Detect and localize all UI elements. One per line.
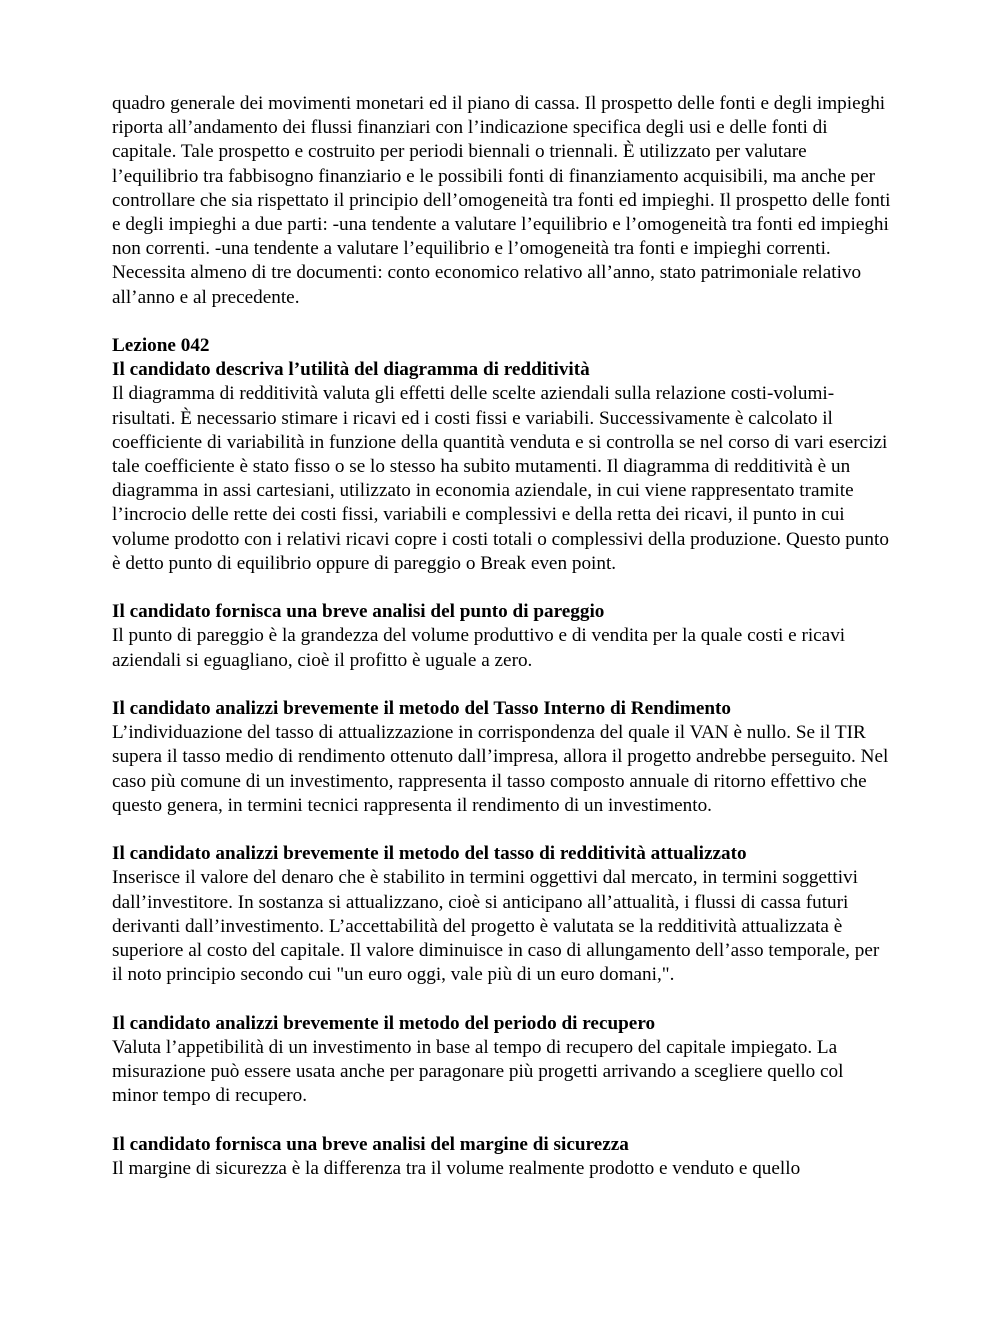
- section-question: Il candidato fornisca una breve analisi del margine di sicurezza: [112, 1133, 629, 1155]
- qa-section: [112, 697, 892, 818]
- section-answer: Valuta l’appetibilità di un investimento in base al tempo di recupero del capitale impiegato. La misurazione può essere usata anche per paragonare più progetti arrivando a scegliere quello col minor tempo di recupero.: [112, 1036, 844, 1107]
- paragraph-spacer: [112, 310, 892, 334]
- section-answer: Il diagramma di redditività valuta gli effetti delle scelte aziendali sulla relazione costi-volumi-risultati. È necessario stimare i ricavi ed i costi fissi e variabili. Successivamente è calcolato il coefficiente di variabilità in funzione della quantità venduta e si controlla se nel corso di vari esercizi tale coefficiente è stato fisso o se lo stesso ha subito mutamenti. Il diagramma di redditività è un diagramma in assi cartesiani, utilizzato in economia aziendale, in cui viene rappresentato tramite l’incrocio delle rette dei costi fissi, variabili e complessivi e della retta dei ricavi, il punto in cui volume prodotto con i relativi ricavi copre i costi totali o complessivi della produzione. Questo punto è detto punto di equilibrio oppure di pareggio o Break even point.: [112, 383, 889, 574]
- section-question: Il candidato fornisca una breve analisi del punto di pareggio: [112, 601, 605, 623]
- section-answer: Il margine di sicurezza è la differenza tra il volume realmente prodotto e venduto e quello: [112, 1157, 801, 1179]
- qa-section: [112, 600, 892, 673]
- paragraph-spacer: [112, 1108, 892, 1132]
- paragraph-spacer: [112, 818, 892, 842]
- qa-section: [112, 1133, 892, 1181]
- section-question: Il candidato analizzi brevemente il metodo del Tasso Interno di Rendimento: [112, 698, 731, 720]
- paragraph-spacer: [112, 576, 892, 600]
- qa-section: [112, 1012, 892, 1109]
- paragraph-spacer: [112, 673, 892, 697]
- section-question: Il candidato analizzi brevemente il metodo del periodo di recupero: [112, 1012, 656, 1034]
- qa-section: [112, 842, 892, 987]
- section-question: Il candidato analizzi brevemente il metodo del tasso di redditività attualizzato: [112, 843, 747, 865]
- qa-section: [112, 358, 892, 576]
- section-question: Il candidato descriva l’utilità del diagramma di redditività: [112, 359, 590, 381]
- section-answer: Inserisce il valore del denaro che è stabilito in termini oggettivi dal mercato, in termini soggettivi dall’investitore. In sostanza si attualizzano, cioè si anticipano all’attualità, i flussi di cassa futuri derivanti dall’investimento. L’accettabilità del progetto è valutata se la redditività attualizzata è superiore al costo del capitale. Il valore diminuisce in caso di allungamento dell’asso temporale, per il noto principio secondo cui "un euro oggi, vale più di un euro domani,".: [112, 867, 880, 986]
- paragraph-spacer: [112, 987, 892, 1011]
- section-answer: Il punto di pareggio è la grandezza del volume produttivo e di vendita per la quale costi e ricavi aziendali si eguagliano, cioè il profitto è uguale a zero.: [112, 625, 846, 671]
- lesson-title: Lezione 042: [112, 335, 210, 357]
- document-page: [112, 92, 892, 1181]
- section-answer: L’individuazione del tasso di attualizzazione in corrispondenza del quale il VAN è nullo. Se il TIR supera il tasso medio di rendimento ottenuto dall’impresa, allora il progetto andrebbe perseguito. Nel caso più comune di un investimento, rappresenta il tasso composto annuale di ritorno effettivo che questo genera, in termini tecnici rappresenta il rendimento di un investimento.: [112, 722, 889, 816]
- intro-paragraph: quadro generale dei movimenti monetari ed il piano di cassa. Il prospetto delle fonti e degli impieghi riporta all’andamento dei flussi finanziari con l’indicazione specifica degli usi e delle fonti di capitale. Tale prospetto e costruito per periodi biennali o triennali. È utilizzato per valutare l’equilibrio tra fabbisogno finanziario e le possibili fonti di finanziamento acquisibili, ma anche per controllare che sia rispettato il principio dell’omogeneità tra fonti ed impieghi. Il prospetto delle fonti e degli impieghi a due parti: -una tendente a valutare l’equilibrio e l’omogeneità tra fonti ed impieghi non correnti. -una tendente a valutare l’equilibrio e l’omogeneità tra fonti e impieghi correnti. Necessita almeno di tre documenti: conto economico relativo all’anno, stato patrimoniale relativo all’anno e al precedente.: [112, 93, 891, 308]
